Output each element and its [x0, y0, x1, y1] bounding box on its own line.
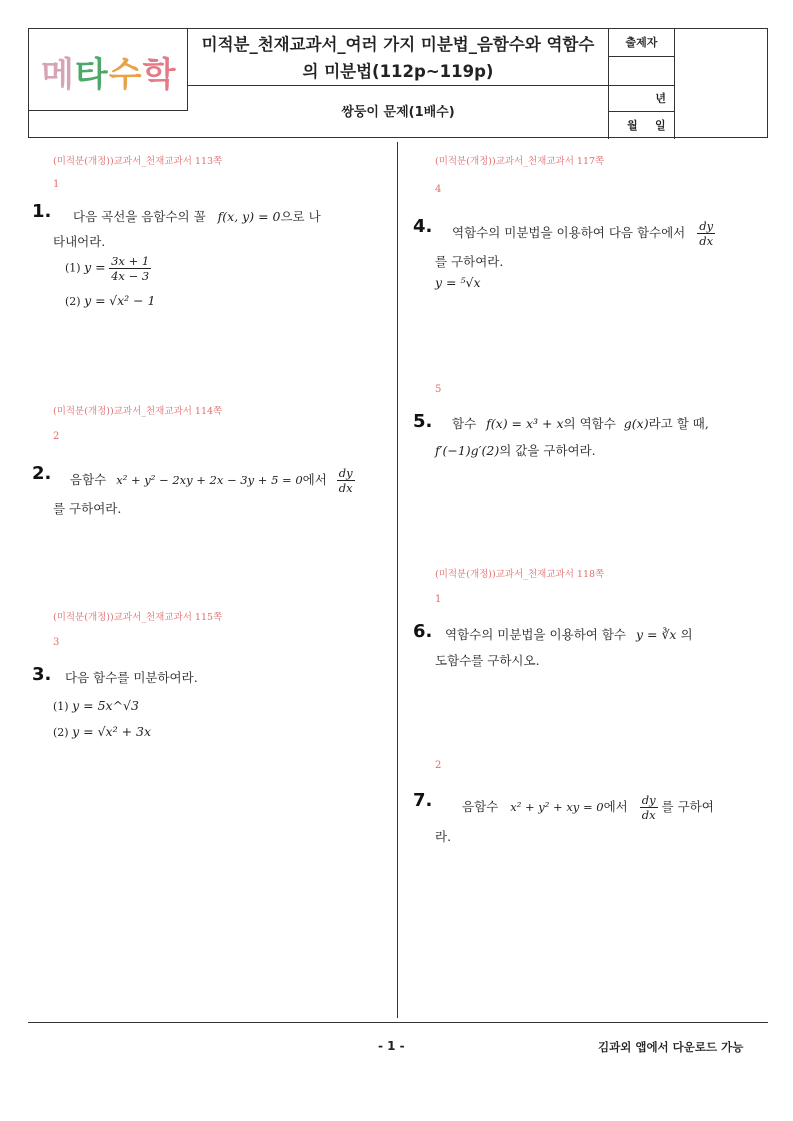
logo-cell — [29, 29, 188, 111]
q2-denominator: dx — [338, 481, 353, 495]
q1-source: (미적분(개정))교과서_천재교과서 113쪽 — [53, 156, 223, 167]
q7-text-a: 음함수 — [462, 799, 499, 814]
q2-text — [70, 466, 355, 495]
q7-fraction — [640, 793, 658, 822]
q7-text-line2: 라. — [435, 829, 452, 844]
q7-text-b: 에서 — [603, 799, 628, 814]
q3-number: 3. — [32, 664, 52, 685]
q3-item-1-expr: y = 5x^√3 — [72, 698, 139, 713]
q6-origin-number: 1 — [435, 594, 442, 605]
q1-math: f(x, y) = 0 — [217, 209, 281, 224]
q1-item-2 — [65, 293, 156, 308]
q3-item-2-expr: y = √x² + 3x — [72, 724, 152, 739]
q5-math: f(x) = x³ + x — [486, 416, 564, 431]
q6-number: 6. — [413, 621, 433, 642]
q3-item-2-label: (2) — [53, 726, 69, 739]
q1-item-1-label: (1) — [65, 261, 81, 275]
q5-text-b: 의 역함수 — [563, 416, 616, 431]
q5-text-c: 라고 할 때, — [648, 416, 709, 431]
day-label: 일 — [655, 119, 666, 132]
q4-number: 4. — [413, 216, 433, 237]
q4-origin-number: 4 — [435, 184, 442, 195]
q1-text-line2: 타내어라. — [53, 234, 106, 249]
q7-origin-number: 2 — [435, 760, 442, 771]
q4-numerator: dy — [699, 219, 714, 233]
q5-line2 — [435, 441, 596, 459]
q7-number: 7. — [413, 790, 433, 811]
q6-math: y = ∛x — [635, 627, 677, 642]
q3-item-2 — [53, 724, 151, 739]
author-label: 출제자 — [609, 29, 675, 57]
q1-item-2-lhs: y = — [84, 293, 106, 308]
q4-fraction — [697, 219, 715, 248]
q2-text-a: 음함수 — [70, 472, 107, 487]
q1-origin-number: 1 — [53, 179, 60, 190]
logo-char-4: 학 — [142, 55, 177, 95]
q1-item-1-denominator: 4x − 3 — [111, 269, 150, 283]
q3-item-1 — [53, 698, 139, 713]
logo-char-3: 수 — [108, 55, 143, 95]
q1-text-b: 으로 나 — [280, 209, 321, 224]
year-label: 년 — [609, 86, 675, 112]
q1-text-a: 다음 곡선을 음함수의 꼴 — [73, 209, 206, 224]
q7-math: x² + y² + xy = 0 — [510, 800, 604, 814]
q3-text: 다음 함수를 미분하여라. — [65, 670, 198, 685]
q6-text — [445, 625, 693, 643]
logo — [41, 47, 176, 96]
logo-char-2: 타 — [74, 55, 109, 95]
q7-numerator: dy — [641, 793, 656, 807]
q5-math2: g(x) — [623, 416, 649, 431]
q5-origin-number: 5 — [435, 384, 442, 395]
q7-denominator: dx — [641, 808, 656, 822]
logo-char-1: 메 — [41, 55, 75, 95]
doc-subtitle: 쌍둥이 문제(1배수) — [188, 86, 609, 139]
author-field — [609, 57, 675, 86]
q3-origin-number: 3 — [53, 637, 60, 648]
q4-expr: y = ⁵√x — [435, 275, 481, 290]
q1-item-2-expr: √x² − 1 — [109, 293, 156, 308]
q4-text-a: 역함수의 미분법을 이용하여 다음 함수에서 — [452, 225, 686, 240]
q3-item-1-label: (1) — [53, 700, 69, 713]
month-label: 월 — [627, 119, 638, 132]
q1-item-1-lhs: y = — [84, 259, 106, 275]
q1-item-2-label: (2) — [65, 295, 81, 308]
footer-divider — [28, 1022, 768, 1023]
q7-text-c: 를 구하여 — [661, 799, 714, 814]
column-divider — [397, 142, 398, 1018]
q2-text-b: 에서 — [302, 472, 327, 487]
q5-line2-math: f′(−1)g′(2) — [435, 443, 500, 458]
q4-source: (미적분(개정))교과서_천재교과서 117쪽 — [435, 156, 605, 167]
q4-denominator: dx — [699, 234, 714, 248]
q1-item-1-fraction — [109, 254, 151, 283]
footer-note: 김과외 앱에서 다운로드 가능 — [598, 1040, 744, 1054]
q2-fraction — [337, 466, 355, 495]
q5-text — [452, 414, 709, 432]
q1-item-1 — [65, 254, 151, 283]
header-table — [28, 28, 768, 138]
q6-text-a: 역함수의 미분법을 이용하여 함수 — [445, 627, 626, 642]
q5-text-line2: 의 값을 구하여라. — [499, 443, 596, 458]
q5-number: 5. — [413, 411, 433, 432]
q2-math: x² + y² − 2xy + 2x − 3y + 5 = 0 — [116, 473, 303, 487]
q4-text-line2: 를 구하여라. — [435, 254, 504, 269]
q2-origin-number: 2 — [53, 431, 60, 442]
q1-item-1-numerator: 3x + 1 — [111, 254, 150, 268]
q2-number: 2. — [32, 463, 52, 484]
q6-text-line2: 도함수를 구하시오. — [435, 653, 540, 668]
title-line2: 의 미분법(112p~119p) — [302, 62, 494, 81]
q7-text — [462, 793, 714, 822]
page-number: - 1 - — [378, 1039, 405, 1053]
date-field — [609, 112, 675, 139]
q2-source: (미적분(개정))교과서_천재교과서 114쪽 — [53, 406, 223, 417]
q2-text-line2: 를 구하여라. — [53, 501, 122, 516]
doc-title — [188, 29, 609, 86]
q2-numerator: dy — [338, 466, 353, 480]
q6-source: (미적분(개정))교과서_천재교과서 118쪽 — [435, 569, 605, 580]
title-line1: 미적분_천재교과서_여러 가지 미분법_음함수와 역함수 — [201, 35, 595, 54]
q5-text-a: 함수 — [452, 416, 477, 431]
q1-text — [73, 207, 363, 225]
q6-text-b: 의 — [680, 627, 693, 642]
q3-source: (미적분(개정))교과서_천재교과서 115쪽 — [53, 612, 223, 623]
q1-number: 1. — [32, 201, 52, 222]
q4-text — [452, 219, 715, 248]
